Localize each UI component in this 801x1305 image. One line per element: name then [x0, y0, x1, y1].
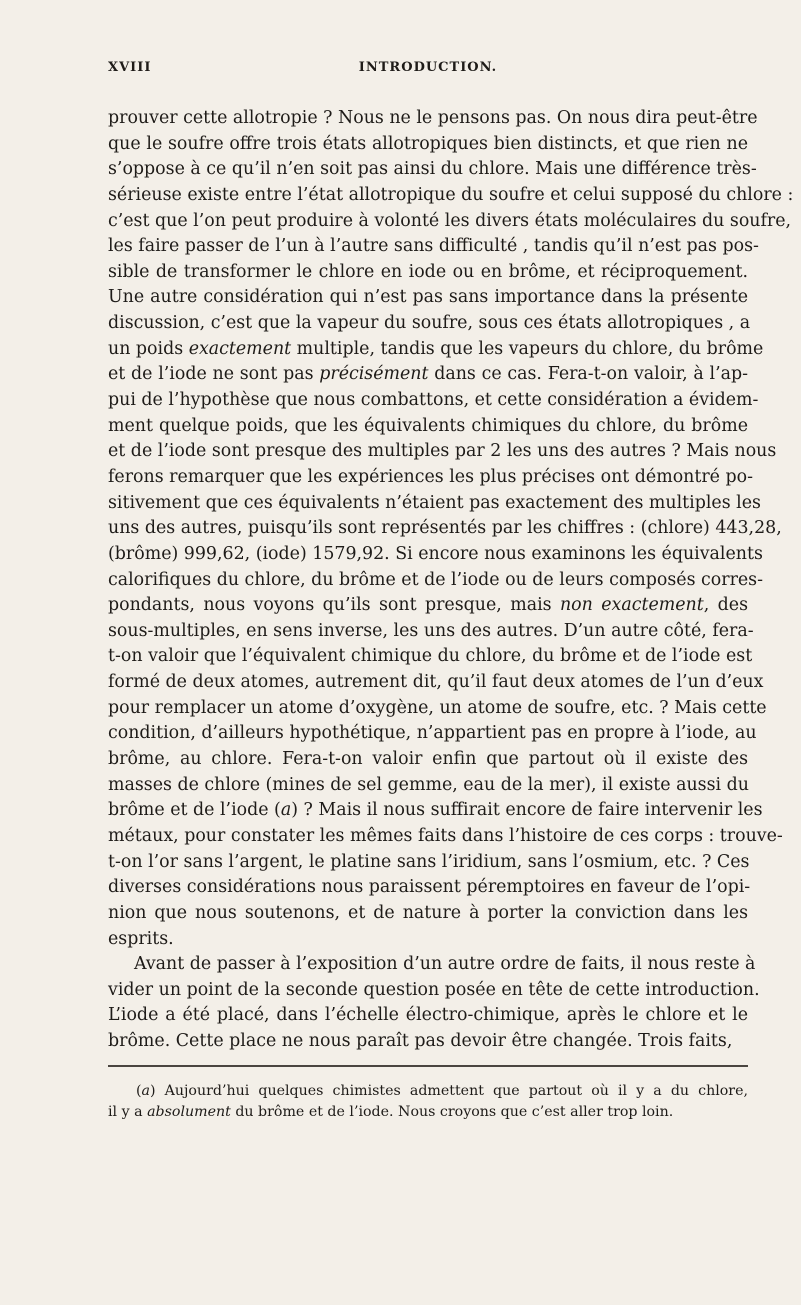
body-text	[108, 106, 794, 1055]
text-line	[108, 644, 753, 670]
text-line	[108, 516, 782, 542]
text-run: pondants, nous voyons qu’ils sont presque, mais	[108, 595, 560, 616]
text-run: sérieuse existe entre l’état allotropique du soufre et celui supposé du chlore :	[108, 184, 794, 205]
text-line	[108, 439, 777, 465]
running-title: INTRODUCTION.	[358, 60, 498, 75]
text-line	[108, 798, 763, 824]
page-number: XVIII	[108, 60, 152, 75]
text-line	[108, 209, 792, 235]
text-line	[108, 311, 751, 337]
text-line	[108, 1029, 748, 1055]
text-line	[108, 927, 748, 953]
text-run: (brôme) 999,62, (iode) 1579,92. Si encore nous examinons les équivalents	[108, 543, 763, 564]
text-line	[108, 491, 761, 517]
text-line	[108, 721, 757, 747]
text-line	[108, 1003, 748, 1029]
italic-text: non exactement	[559, 595, 704, 616]
text-run: il y a	[108, 1103, 148, 1120]
text-run: nion que nous soutenons, et de nature à porter la conviction dans les	[108, 902, 748, 923]
text-run: sous-multiples, en sens inverse, les uns des autres. D’un autre côté, fera-	[108, 620, 754, 641]
text-run: multiple, tandis que les vapeurs du chlore, du brôme	[291, 338, 764, 359]
text-line	[108, 824, 783, 850]
text-run: dans ce cas. Fera-t-on valoir, à l’ap-	[428, 364, 748, 385]
text-run: L’iode a été placé, dans l’échelle électro-chimique, après le chlore et le	[108, 1005, 748, 1026]
text-line	[108, 234, 759, 260]
text-run: prouver cette allotropie ? Nous ne le pensons pas. On nous dira peut-être	[108, 108, 758, 128]
text-run: , des	[703, 595, 749, 616]
text-run: diverses considérations nous paraissent péremptoires en faveur de l’opi-	[108, 877, 751, 898]
text-run: vider un point de la seconde question posée en tête de cette introduction.	[108, 979, 760, 1000]
text-run: sible de transformer le chlore en iode ou en brôme, et réciproquement.	[108, 261, 748, 282]
footnote-separator	[108, 1065, 748, 1067]
text-line	[108, 542, 763, 568]
text-run: un poids	[108, 338, 189, 359]
text-line	[108, 593, 748, 619]
text-run: et de l’iode sont presque des multiples par 2 les uns des autres ? Mais nous	[108, 441, 777, 462]
text-run: uns des autres, puisqu’ils sont représentés par les chiffres : (chlore) 443,28,	[108, 518, 782, 539]
text-run: masses de chlore (mines de sel gemme, eau de la mer), il existe aussi du	[108, 774, 749, 795]
text-run: du brôme et de l’iode. Nous croyons que c’est aller trop loin.	[230, 1103, 674, 1120]
text-line	[108, 568, 763, 594]
text-run: que le soufre offre trois états allotropiques bien distincts, et que rien ne	[108, 133, 748, 154]
text-run: t-on l’or sans l’argent, le platine sans l’iridium, sans l’osmium, etc. ? Ces	[108, 851, 750, 872]
paragraph-electrochemical-scale	[108, 952, 760, 1055]
text-line	[108, 285, 748, 311]
text-run: t-on valoir que l’équivalent chimique du chlore, du brôme et de l’iode est	[108, 646, 753, 667]
text-run: brôme. Cette place ne nous paraît pas devoir être changée. Trois faits,	[108, 1031, 733, 1052]
italic-text: précisément	[319, 364, 429, 385]
text-run: s’oppose à ce qu’il n’en soit pas ainsi du chlore. Mais une différence très-	[108, 159, 757, 180]
text-run: sitivement que ces équivalents n’étaient pas exactement des multiples les	[108, 492, 761, 513]
text-line	[108, 747, 748, 773]
text-line	[108, 850, 748, 876]
text-run: c’est que l’on peut produire à volonté les divers états moléculaires du soufre,	[108, 210, 792, 231]
text-line	[108, 619, 754, 645]
text-line	[108, 465, 753, 491]
text-line	[108, 414, 748, 440]
text-line	[108, 952, 756, 978]
text-run: discussion, c’est que la vapeur du soufre, sous ces états allotropiques , a	[108, 313, 751, 334]
text-run: ment quelque poids, que les équivalents chimiques du chlore, du brôme	[108, 415, 748, 436]
text-run: condition, d’ailleurs hypothétique, n’appartient pas en propre à l’iode, au	[108, 723, 757, 744]
text-run: et de l’iode ne sont pas	[108, 364, 320, 385]
text-line	[108, 362, 748, 388]
running-header	[108, 60, 748, 82]
text-run: calorifiques du chlore, du brôme et de l’iode ou de leurs composés corres-	[108, 569, 763, 590]
text-run: (	[136, 1082, 142, 1099]
text-run: brôme et de l’iode (	[108, 800, 281, 821]
text-line	[108, 875, 751, 901]
text-line	[108, 106, 758, 132]
text-run: pour remplacer un atome d’oxygène, un atome de soufre, etc. ? Mais cette	[108, 697, 767, 718]
text-run: esprits.	[108, 928, 174, 949]
text-line	[108, 388, 759, 414]
italic-text: exactement	[188, 338, 292, 359]
text-line	[108, 157, 757, 183]
footnote	[108, 1081, 748, 1123]
text-run: ) Aujourd’hui quelques chimistes admettent que partout où il y a du chlore,	[150, 1082, 748, 1099]
text-line	[108, 901, 748, 927]
paragraph-allotropy-discussion	[108, 106, 794, 952]
text-run: pui de l’hypothèse que nous combattons, et cette considération a évidem-	[108, 390, 759, 411]
text-run: les faire passer de l’un à l’autre sans difficulté , tandis qu’il n’est pas pos-	[108, 236, 759, 257]
text-run: ferons remarquer que les expériences les plus précises ont démontré po-	[108, 466, 753, 487]
text-line	[108, 670, 764, 696]
text-line	[108, 132, 748, 158]
text-line	[108, 1102, 748, 1123]
text-run: Avant de passer à l’exposition d’un autre ordre de faits, il nous reste à	[134, 954, 756, 975]
text-run: formé de deux atomes, autrement dit, qu’il faut deux atomes de l’un d’eux	[108, 672, 764, 693]
text-line	[108, 183, 794, 209]
text-run: ) ? Mais il nous suffirait encore de faire intervenir les	[291, 800, 763, 821]
text-line	[108, 696, 767, 722]
italic-text: absolument	[147, 1103, 231, 1120]
text-line	[108, 1081, 748, 1102]
text-line	[108, 773, 748, 799]
text-line	[108, 260, 748, 286]
text-run: Une autre considération qui n’est pas sans importance dans la présente	[108, 287, 748, 308]
book-page	[108, 60, 794, 1123]
italic-text: a	[141, 1082, 151, 1099]
italic-text: a	[280, 800, 292, 821]
text-line	[108, 978, 760, 1004]
text-line	[108, 337, 764, 363]
text-run: métaux, pour constater les mêmes faits dans l’histoire de ces corps : trouve-	[108, 825, 783, 846]
text-run: brôme, au chlore. Fera-t-on valoir enfin que partout où il existe des	[108, 749, 748, 770]
